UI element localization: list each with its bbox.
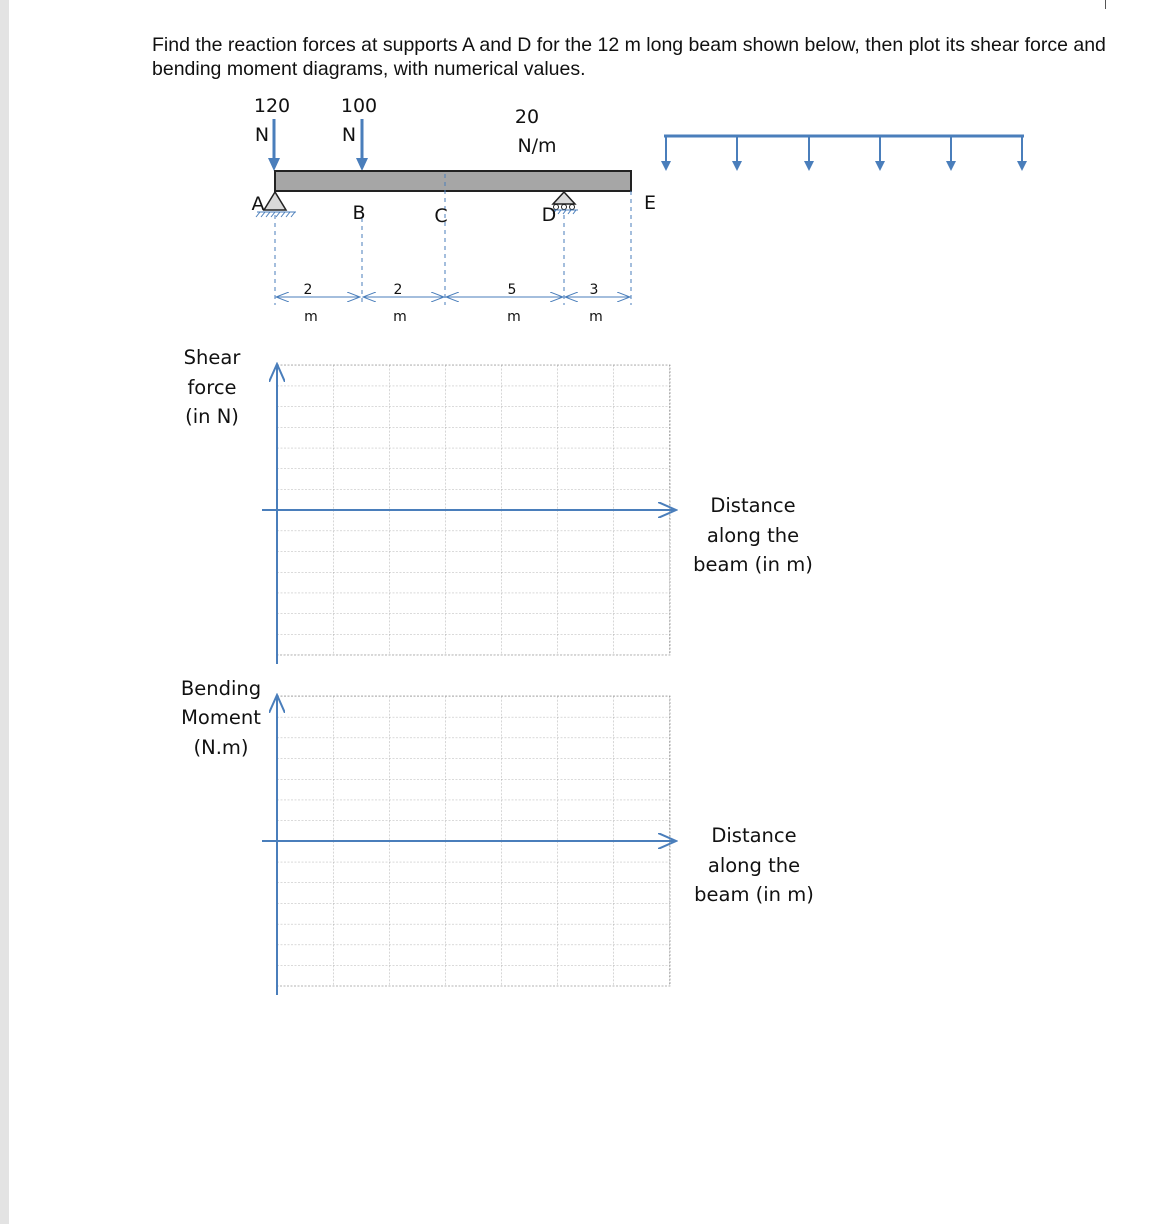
- span-BC-value: 2: [393, 282, 403, 298]
- distributed-load-arrows: [661, 136, 1027, 171]
- moment-xlabel-line1: Distance: [711, 824, 797, 847]
- load-A-value: 120: [253, 95, 291, 117]
- shear-ylabel-line2: force: [187, 376, 237, 399]
- question-text: Find the reaction forces at supports A and D for the 12 m long beam shown below, then plot its shear force and bending moment diagrams, with numerical values.: [152, 34, 1106, 80]
- point-label-C: C: [434, 205, 448, 227]
- span-AB-value: 2: [303, 282, 313, 298]
- moment-ylabel-line1: Bending: [180, 677, 262, 700]
- span-DE-value: 3: [589, 282, 599, 298]
- point-label-B: B: [352, 202, 366, 224]
- point-load-B-arrow: [356, 119, 368, 171]
- point-label-E: E: [643, 192, 657, 214]
- span-CD-value: 5: [507, 282, 517, 298]
- shear-ylabel-line1: Shear: [183, 346, 241, 369]
- moment-ylabel-line2: Moment: [181, 706, 261, 729]
- load-B-value: 100: [340, 95, 378, 117]
- moment-xlabel-line3: beam (in m): [694, 883, 814, 906]
- position-guides: [275, 174, 631, 305]
- shear-xlabel-line2: along the: [706, 524, 800, 547]
- point-label-A: A: [251, 193, 265, 215]
- load-B-unit: N: [341, 124, 357, 146]
- span-CD-unit: m: [507, 309, 521, 325]
- moment-ylabel-line3: (N.m): [193, 736, 249, 759]
- shear-xlabel-line3: beam (in m): [693, 553, 813, 576]
- span-BC-unit: m: [393, 309, 407, 325]
- load-A-unit: N: [254, 124, 270, 146]
- shear-xlabel-line1: Distance: [710, 494, 796, 517]
- span-DE-unit: m: [589, 309, 603, 325]
- shear-ylabel-line3: (in N): [185, 405, 239, 428]
- udl-unit: N/m: [517, 135, 557, 157]
- beam: [275, 171, 631, 191]
- point-label-D: D: [541, 204, 557, 226]
- span-AB-unit: m: [304, 309, 318, 325]
- udl-value: 20: [514, 106, 540, 128]
- moment-xlabel-line2: along the: [707, 854, 801, 877]
- point-load-A-arrow: [268, 119, 280, 171]
